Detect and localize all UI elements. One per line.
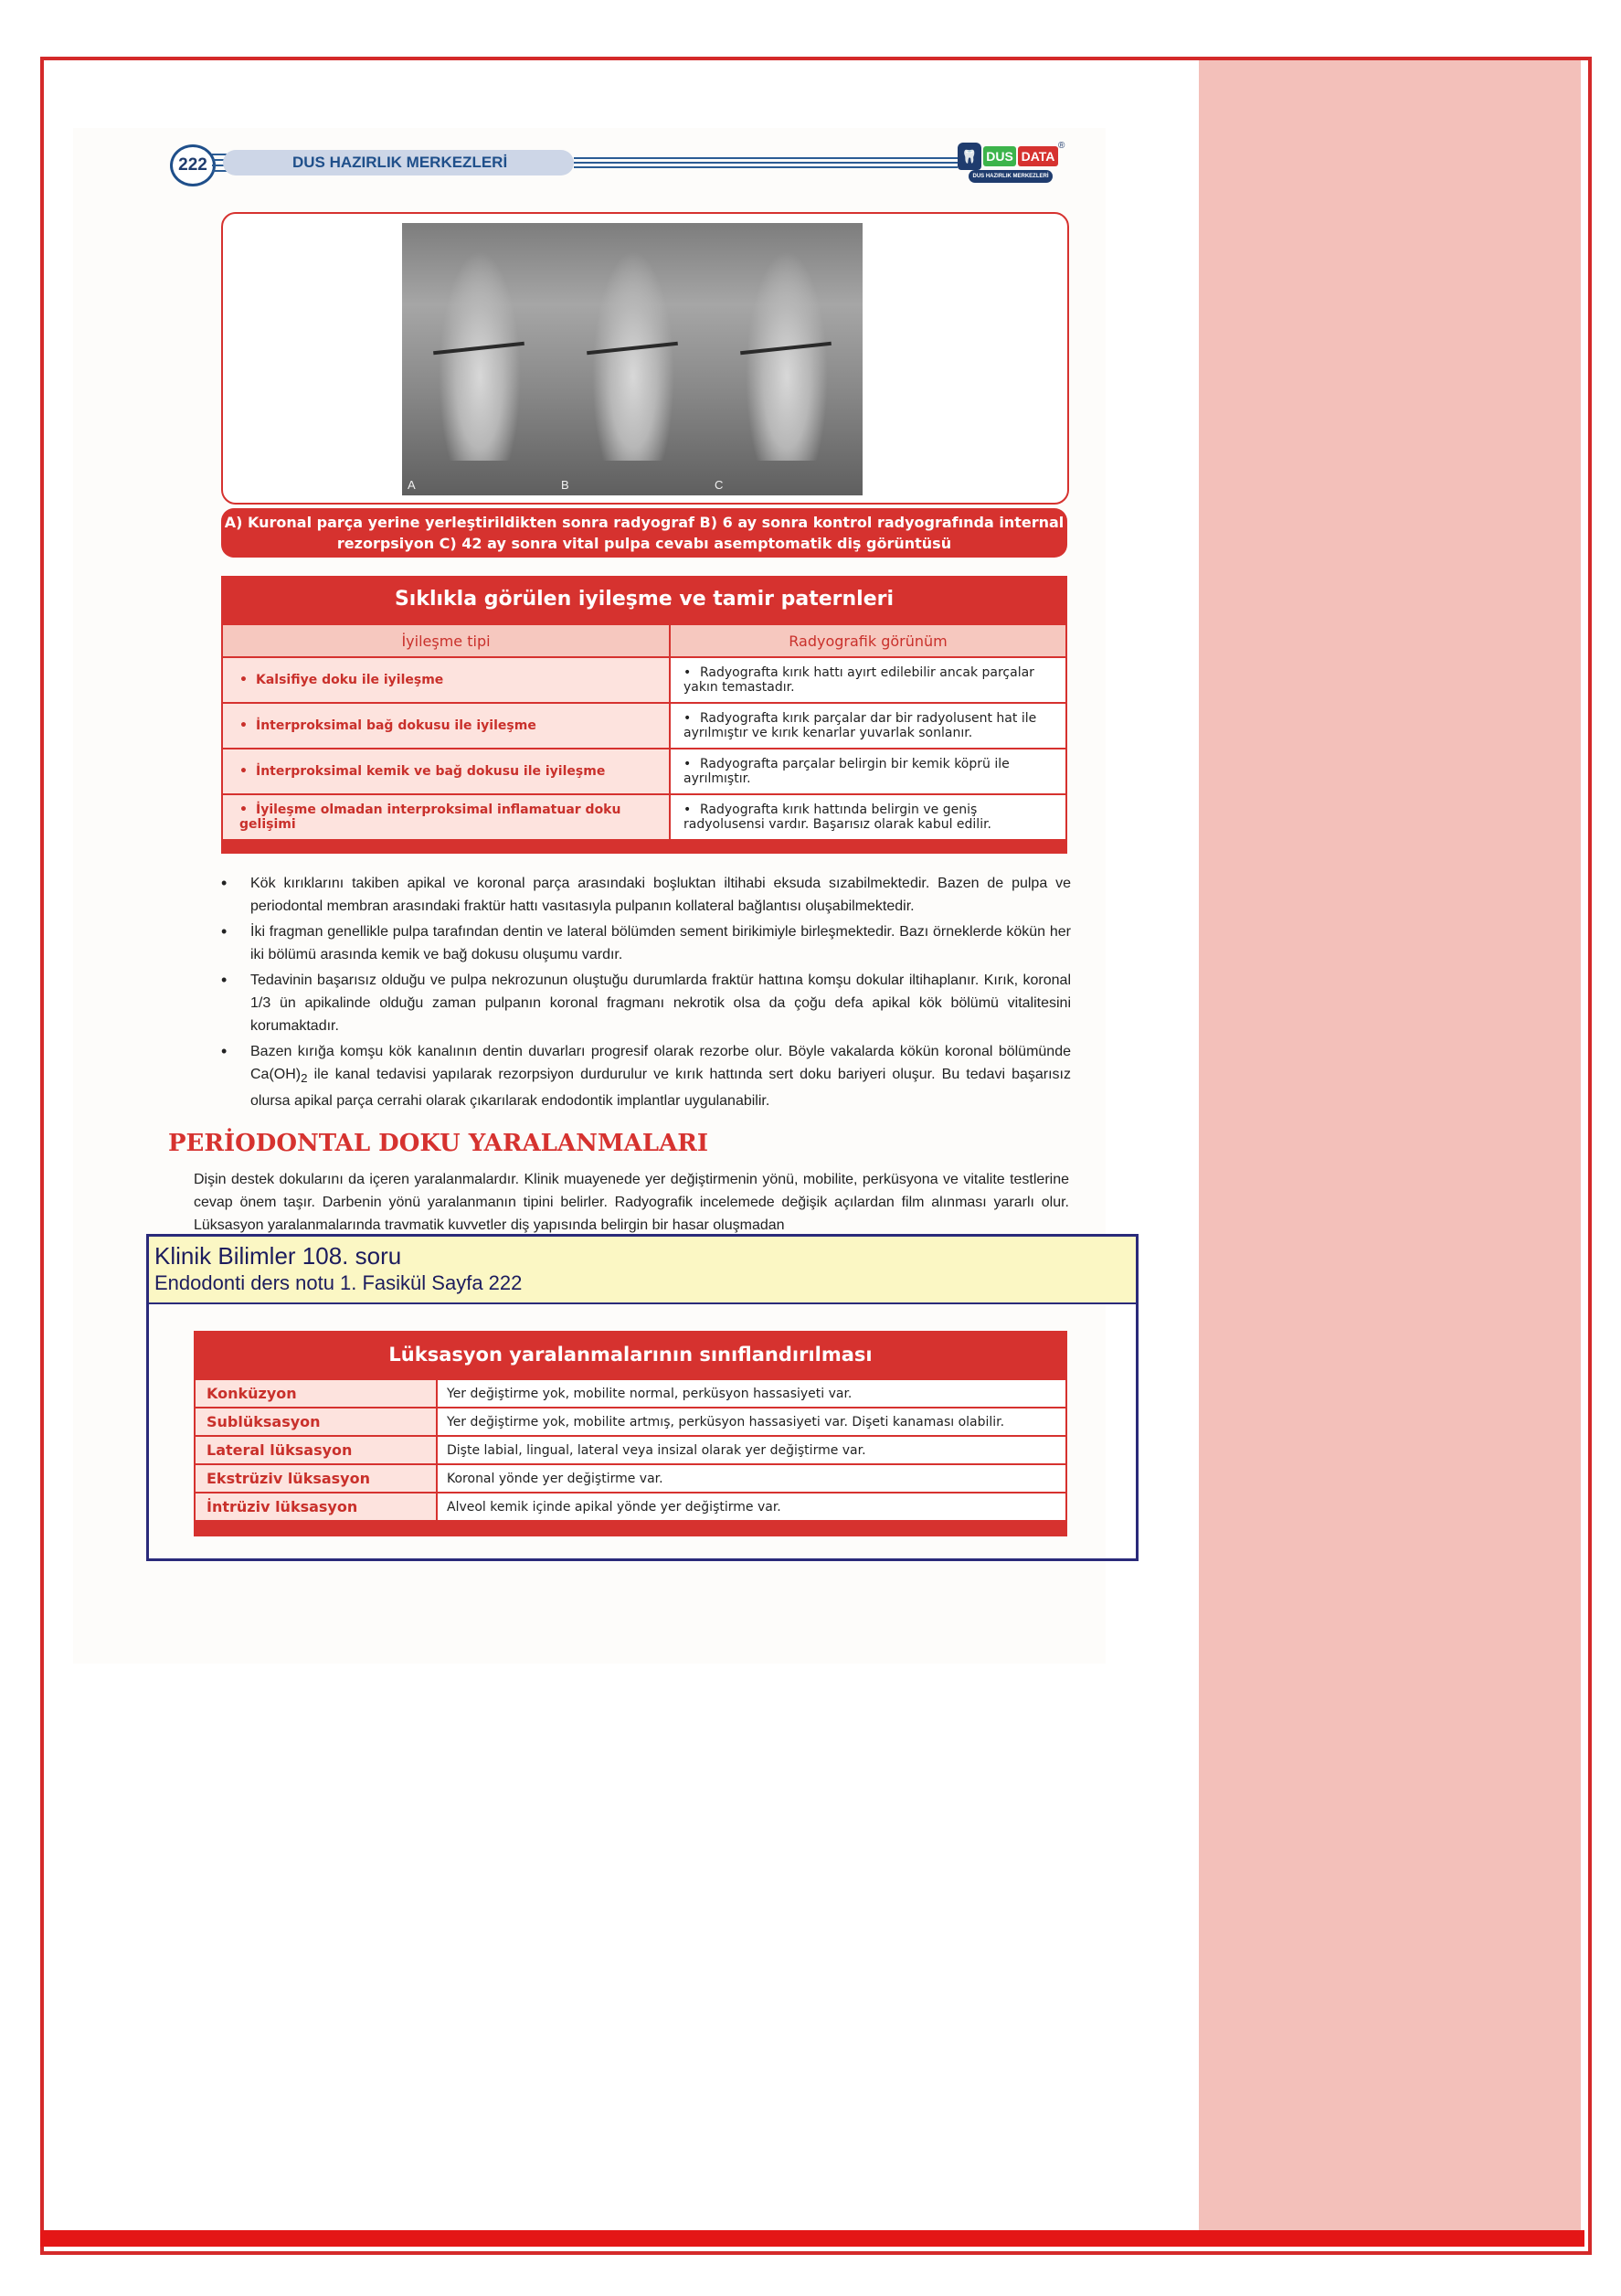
radiograph-a bbox=[402, 223, 556, 495]
radiograph-b bbox=[556, 223, 709, 495]
side-panel bbox=[1199, 60, 1581, 2230]
list-item: • İki fragman genellikle pulpa tarafından dentin ve lateral bölümden sement birikimiyle birleşmektedir. Bazı örneklerde kökün her iki bölümü arasında kemik ve bağ dokusu oluşumu vardır. bbox=[217, 920, 1071, 966]
table-row: • Kalsifiye doku ile iyileşme • Radyografta kırık hattı ayırt edilebilir ancak parçalar yakın temastadır. bbox=[222, 657, 1066, 703]
luxation-desc: Yer değiştirme yok, mobilite normal, perküsyon hassasiyeti var. bbox=[437, 1379, 1066, 1408]
bullet-list bbox=[217, 872, 1071, 1115]
section-paragraph: Dişin destek dokularını da içeren yaralanmalardır. Klinik muayenede yer değiştirmenin yönü, mobilite, perküsyona ve vitalite testlerine cevap önem taşır. Darbenin yönü yaralanmanın tipini belirler. Radyografik incelemede değişik açılardan film alınması yararlı olur. Lüksasyon yaralanmalarında travmatik kuvvetler diş yapısında belirgin bir hasar oluşmadan bbox=[194, 1172, 1069, 1233]
radiograph-label: C bbox=[715, 478, 724, 492]
table-title: Sıklıkla görülen iyileşme ve tamir paternleri bbox=[221, 576, 1067, 623]
healing-type: İnterproksimal bağ dokusu ile iyileşme bbox=[256, 718, 536, 733]
table-row bbox=[195, 1436, 1066, 1464]
subscript: 2 bbox=[301, 1071, 308, 1086]
logo-dus: DUS bbox=[983, 146, 1016, 166]
caption-line: A) Kuronal parça yerine yerleştirildikten sonra radyograf B) 6 ay sonra kontrol radyografında internal bbox=[224, 514, 1065, 531]
radiograph-c bbox=[709, 223, 863, 495]
luxation-type: Konküzyon bbox=[195, 1379, 437, 1408]
healing-type: İnterproksimal kemik ve bağ dokusu ile iyileşme bbox=[256, 764, 606, 779]
list-item: • Tedavinin başarısız olduğu ve pulpa nekrozunun oluştuğu durumlarda fraktür hattına komşu dokular iltihaplanır. Kırık, koronal 1/3 ün apikalinde olduğu zaman pulpanın koronal fragmanı nekrotik olsa da çoğu defa apikal kök bölümü vitalitesini korumaktadır. bbox=[217, 969, 1071, 1037]
healing-type: Kalsifiye doku ile iyileşme bbox=[256, 673, 444, 687]
bullet-text: ile kanal tedavisi yapılarak rezorpsiyon durdurulur ve kırık hattında sert doku bariyeri oluşur. Bu tedavi başarısız olursa apikal parça cerrahi olarak çıkarılarak endodontik implantlar uygulanabilir. bbox=[250, 1067, 1071, 1110]
luxation-desc: Dişte labial, lingual, lateral veya insizal olarak yer değiştirme var. bbox=[437, 1436, 1066, 1464]
registered-mark: ® bbox=[1058, 141, 1065, 151]
radiograph-figure bbox=[221, 212, 1069, 505]
table-title: Lüksasyon yaralanmalarının sınıflandırılması bbox=[194, 1331, 1067, 1378]
table-footer-bar bbox=[221, 841, 1067, 854]
list-item bbox=[217, 1040, 1071, 1112]
luxation-desc: Koronal yönde yer değiştirme var. bbox=[437, 1464, 1066, 1493]
healing-table bbox=[221, 576, 1067, 854]
luxation-type: Sublüksasyon bbox=[195, 1408, 437, 1436]
table-row bbox=[195, 1408, 1066, 1436]
radiographic-view: Radyografta kırık parçalar dar bir radyolusent hat ile ayrılmıştır ve kırık kenarlar yuvarlak sonlanır. bbox=[683, 711, 1037, 740]
reference-note bbox=[146, 1234, 1139, 1304]
luxation-table bbox=[194, 1331, 1067, 1536]
table-row: • İnterproksimal kemik ve bağ dokusu ile iyileşme • Radyografta parçalar belirgin bir kemik köprü ile ayrılmıştır. bbox=[222, 749, 1066, 794]
dusdata-logo bbox=[956, 141, 1065, 186]
radiograph-label: A bbox=[408, 478, 416, 492]
header-title: DUS HAZIRLIK MERKEZLERİ bbox=[223, 150, 574, 175]
table-row: • İnterproksimal bağ dokusu ile iyileşme • Radyografta kırık parçalar dar bir radyolusent hat ile ayrılmıştır ve kırık kenarlar yuvarlak sonlanır. bbox=[222, 703, 1066, 749]
table-row: • İyileşme olmadan interproksimal inflamatuar doku gelişimi • Radyografta kırık hattında belirgin ve geniş radyolusensi vardır. Başarısız olarak kabul edilir. bbox=[222, 794, 1066, 840]
frame-bottom-bar bbox=[40, 2230, 1584, 2247]
table-row bbox=[195, 1379, 1066, 1408]
section-heading: PERİODONTAL DOKU YARALANMALARI bbox=[168, 1130, 709, 1157]
logo-subtitle: DUS HAZIRLIK MERKEZLERİ bbox=[969, 170, 1053, 183]
luxation-type: Lateral lüksasyon bbox=[195, 1436, 437, 1464]
page-number: 222 bbox=[170, 144, 216, 186]
radiographic-view: Radyografta kırık hattı ayırt edilebilir ancak parçalar yakın temastadır. bbox=[683, 665, 1034, 695]
table-row bbox=[195, 1493, 1066, 1521]
caption-line: rezorpsiyon C) 42 ay sonra vital pulpa cevabı asemptomatik diş görüntüsü bbox=[336, 535, 952, 552]
logo-data: DATA bbox=[1018, 146, 1058, 166]
healing-type: İyileşme olmadan interproksimal inflamatuar doku gelişimi bbox=[239, 803, 621, 832]
figure-caption bbox=[221, 508, 1067, 558]
table-footer-bar bbox=[194, 1522, 1067, 1536]
list-item: • Kök kırıklarını takiben apikal ve koronal parça arasındaki boşluktan iltihabi eksuda sızabilmektedir. Bazen de pulpa ve periodontal membran arasındaki fraktür hattı vasıtasıyla pulpanın kollateral bağlantısı oluşabilmektedir. bbox=[217, 872, 1071, 918]
note-line-1: Klinik Bilimler 108. soru bbox=[154, 1242, 402, 1270]
radiographic-view: Radyografta kırık hattında belirgin ve geniş radyolusensi vardır. Başarısız olarak kabul edilir. bbox=[683, 803, 992, 832]
luxation-type: Ekstrüziv lüksasyon bbox=[195, 1464, 437, 1493]
radiograph-label: B bbox=[561, 478, 569, 492]
luxation-type: İntrüziv lüksasyon bbox=[195, 1493, 437, 1521]
bullet-text: Bazen kırığa komşu kök kanalının dentin duvarları progresif olarak rezorbe olur. Böyle vakalarda kökün koronal bölümünde Ca(OH) bbox=[250, 1044, 1071, 1082]
column-header: Radyografik görünüm bbox=[670, 624, 1066, 657]
table-row bbox=[195, 1464, 1066, 1493]
luxation-desc: Yer değiştirme yok, mobilite artmış, perküsyon hassasiyeti var. Dişeti kanaması olabilir. bbox=[437, 1408, 1066, 1436]
luxation-desc: Alveol kemik içinde apikal yönde yer değiştirme var. bbox=[437, 1493, 1066, 1521]
note-line-2: Endodonti ders notu 1. Fasikül Sayfa 222 bbox=[154, 1271, 523, 1294]
tooth-icon: 🦷 bbox=[958, 143, 981, 170]
header-lines-right bbox=[574, 157, 958, 170]
radiographic-view: Radyografta parçalar belirgin bir kemik köprü ile ayrılmıştır. bbox=[683, 757, 1010, 786]
column-header: İyileşme tipi bbox=[222, 624, 670, 657]
